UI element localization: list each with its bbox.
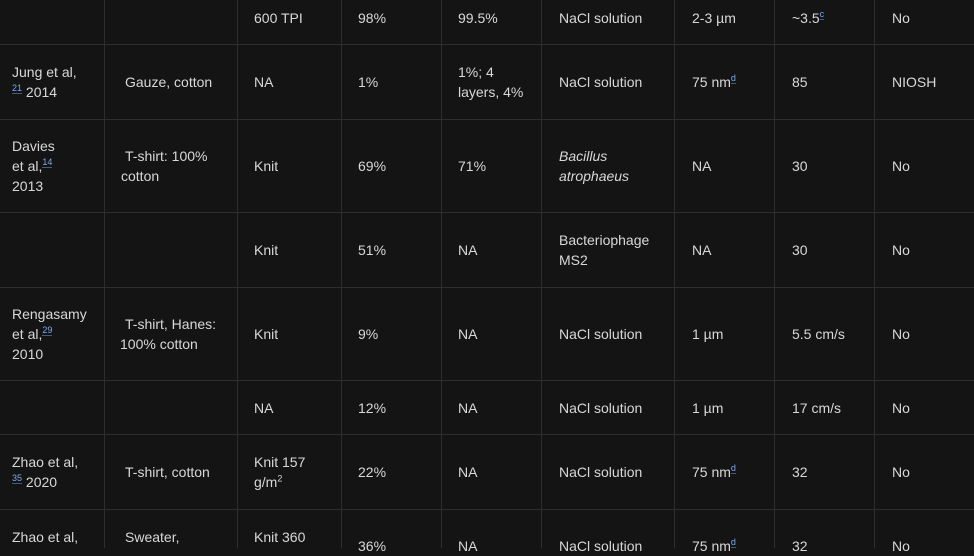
material-line: T-shirt: 100% — [125, 148, 208, 164]
fabric-cell: Knit — [254, 242, 279, 258]
material-cell: Gauze, cotton — [125, 74, 213, 90]
column-divider — [104, 0, 105, 548]
study-year: 2014 — [25, 84, 58, 100]
flow-rate-cell — [792, 8, 824, 28]
multilayer-efficiency-cell: NA — [458, 400, 478, 416]
particle-size-value: 75 nm — [692, 74, 731, 90]
footnote-link[interactable]: c — [819, 9, 825, 20]
fabric-cell: Knit — [254, 158, 279, 174]
particle-size-cell: 1 µm — [692, 326, 724, 342]
particle-size-value: 75 nm — [692, 538, 731, 554]
initial-efficiency-cell: 22% — [358, 464, 387, 480]
standard-cell: No — [892, 242, 910, 258]
standard-cell: No — [892, 326, 910, 342]
footnote-link[interactable]: d — [730, 73, 736, 84]
study-year: 2020 — [25, 474, 58, 490]
footnote-link[interactable]: d — [730, 463, 736, 474]
column-divider — [237, 0, 238, 548]
aerosol-cell: NaCl solution — [559, 10, 643, 26]
unit-exponent: 2 — [277, 473, 283, 484]
standard-cell: No — [892, 158, 910, 174]
multilayer-efficiency-cell: NA — [458, 538, 478, 554]
aerosol-cell: NaCl solution — [559, 538, 643, 554]
aerosol-line: Bacillus — [559, 148, 608, 164]
multilayer-efficiency-cell: 99.5% — [458, 10, 498, 26]
multilayer-efficiency-cell — [458, 62, 523, 102]
aerosol-line: Bacteriophage — [559, 232, 650, 248]
multilayer-efficiency-cell: 71% — [458, 158, 487, 174]
study-cell — [12, 136, 55, 196]
study-cell — [12, 304, 87, 364]
initial-efficiency-cell: 9% — [358, 326, 379, 342]
standard-cell: No — [892, 464, 910, 480]
multilayer-efficiency-cell: NA — [458, 242, 478, 258]
multilayer-line: layers, 4% — [458, 84, 524, 100]
study-author: Zhao et al, — [12, 454, 79, 470]
fabric-cell — [254, 452, 305, 492]
column-divider — [874, 0, 875, 548]
particle-size-cell — [692, 462, 736, 482]
study-year: 2013 — [12, 178, 44, 194]
study-author-suffix: et al, — [12, 326, 43, 342]
fabric-cell: Knit — [254, 326, 279, 342]
multilayer-line: 1%; 4 — [458, 64, 494, 80]
column-divider — [674, 0, 675, 548]
flow-rate-cell: 30 — [792, 158, 808, 174]
particle-size-cell: NA — [692, 158, 712, 174]
flow-rate-cell: 85 — [792, 74, 808, 90]
standard-cell: NIOSH — [892, 74, 937, 90]
study-cell — [12, 62, 100, 102]
row-divider — [0, 212, 974, 213]
particle-size-value: 75 nm — [692, 464, 731, 480]
flow-rate-cell: 32 — [792, 464, 808, 480]
aerosol-line: atrophaeus — [559, 168, 630, 184]
initial-efficiency-cell: 51% — [358, 242, 387, 258]
column-divider — [774, 0, 775, 548]
aerosol-cell — [559, 230, 649, 270]
multilayer-efficiency-cell: NA — [458, 326, 478, 342]
aerosol-cell: NaCl solution — [559, 326, 643, 342]
row-divider — [0, 287, 974, 288]
particle-size-cell — [692, 72, 736, 92]
study-author: Davies — [12, 138, 55, 154]
particle-size-cell: 1 µm — [692, 400, 724, 416]
citation-link[interactable]: 21 — [12, 83, 23, 94]
aerosol-cell: NaCl solution — [559, 400, 643, 416]
study-cell — [12, 452, 78, 492]
flow-rate-cell: 32 — [792, 538, 808, 554]
initial-efficiency-cell: 36% — [358, 538, 387, 554]
citation-link[interactable]: 29 — [42, 325, 53, 336]
material-line: 100% cotton — [120, 336, 198, 352]
citation-link[interactable]: 35 — [12, 473, 23, 484]
standard-cell: No — [892, 538, 910, 554]
material-line: cotton — [121, 168, 160, 184]
aerosol-line: MS2 — [559, 252, 588, 268]
study-cell: Zhao et al, — [12, 529, 79, 545]
multilayer-efficiency-cell: NA — [458, 464, 478, 480]
citation-link[interactable]: 14 — [42, 157, 53, 168]
flow-rate-cell: 30 — [792, 242, 808, 258]
particle-size-cell: 2-3 µm — [692, 10, 736, 26]
initial-efficiency-cell: 69% — [358, 158, 387, 174]
material-line: T-shirt, Hanes: — [125, 316, 217, 332]
fabric-unit: g/m — [254, 474, 278, 490]
study-year: 2010 — [12, 346, 44, 362]
aerosol-cell: NaCl solution — [559, 74, 643, 90]
standard-cell: No — [892, 10, 910, 26]
material-cell — [121, 146, 207, 186]
material-cell: T-shirt, cotton — [125, 464, 210, 480]
row-divider — [0, 380, 974, 381]
row-divider — [0, 44, 974, 45]
initial-efficiency-cell: 1% — [358, 74, 379, 90]
study-author: Rengasamy — [12, 306, 87, 322]
fabric-cell: NA — [254, 400, 274, 416]
flow-rate-cell: 5.5 cm/s — [792, 326, 845, 342]
study-author-suffix: et al, — [12, 158, 43, 174]
fabric-line: Knit 157 — [254, 454, 306, 470]
fabric-cell: 600 TPI — [254, 10, 303, 26]
material-cell — [120, 314, 216, 354]
row-divider — [0, 434, 974, 435]
flow-rate-value: ~3.5 — [792, 10, 820, 26]
aerosol-cell — [559, 146, 629, 186]
row-divider — [0, 119, 974, 120]
fabric-cell: NA — [254, 74, 274, 90]
standard-cell: No — [892, 400, 910, 416]
fabric-cell: Knit 360 — [254, 529, 306, 545]
row-divider — [0, 509, 974, 510]
footnote-link[interactable]: d — [730, 537, 736, 548]
initial-efficiency-cell: 12% — [358, 400, 387, 416]
flow-rate-cell: 17 cm/s — [792, 400, 842, 416]
particle-size-cell — [692, 536, 736, 556]
column-divider — [441, 0, 442, 548]
column-divider — [541, 0, 542, 548]
study-author: Jung et al, — [12, 64, 77, 80]
column-divider — [341, 0, 342, 548]
initial-efficiency-cell: 98% — [358, 10, 387, 26]
aerosol-cell: NaCl solution — [559, 464, 643, 480]
particle-size-cell: NA — [692, 242, 712, 258]
material-cell: Sweater, — [125, 529, 180, 545]
